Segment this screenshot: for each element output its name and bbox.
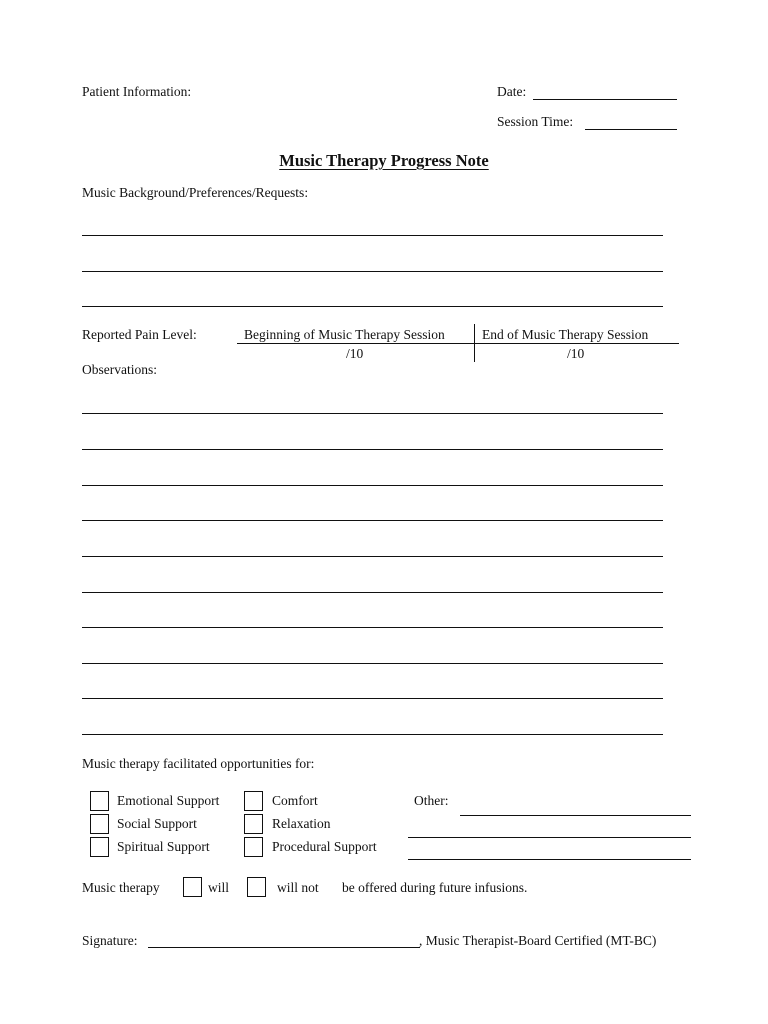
observation-line[interactable]	[82, 663, 663, 664]
signature-label: Signature:	[82, 933, 138, 948]
observation-line[interactable]	[82, 449, 663, 450]
page-title: Music Therapy Progress Note	[279, 151, 489, 170]
session-time-label: Session Time:	[497, 114, 574, 129]
social-support-checkbox[interactable]	[90, 814, 109, 834]
music-background-label: Music Background/Preferences/Requests:	[82, 185, 309, 200]
future-prefix: Music therapy	[82, 880, 160, 895]
procedural-support-checkbox[interactable]	[244, 837, 263, 857]
emotional-support-checkbox[interactable]	[90, 791, 109, 811]
music-background-line[interactable]	[82, 306, 663, 307]
other-label: Other:	[414, 793, 449, 808]
pain-beginning-scale[interactable]: /10	[346, 346, 364, 361]
emotional-support-label: Emotional Support	[117, 793, 220, 808]
pain-table-divider	[474, 324, 475, 362]
opportunities-label: Music therapy facilitated opportunities for:	[82, 756, 315, 771]
pain-level-label: Reported Pain Level:	[82, 327, 197, 342]
spiritual-support-label: Spiritual Support	[117, 839, 210, 854]
procedural-support-label: Procedural Support	[272, 839, 377, 854]
observation-line[interactable]	[82, 734, 663, 735]
will-checkbox[interactable]	[183, 877, 202, 897]
future-suffix: be offered during future infusions.	[342, 880, 528, 895]
will-not-label: will not	[277, 880, 319, 895]
relaxation-checkbox[interactable]	[244, 814, 263, 834]
will-label: will	[208, 880, 230, 895]
other-field-line[interactable]	[408, 859, 691, 860]
session-time-field[interactable]	[585, 129, 677, 130]
signature-field[interactable]	[148, 947, 420, 948]
observation-line[interactable]	[82, 520, 663, 521]
date-field[interactable]	[533, 99, 677, 100]
observation-line[interactable]	[82, 698, 663, 699]
observation-line[interactable]	[82, 413, 663, 414]
patient-information-label: Patient Information:	[82, 84, 192, 99]
music-background-line[interactable]	[82, 271, 663, 272]
pain-table-rule	[237, 343, 679, 344]
social-support-label: Social Support	[117, 816, 197, 831]
pain-beginning-header: Beginning of Music Therapy Session	[244, 327, 445, 342]
comfort-checkbox[interactable]	[244, 791, 263, 811]
music-background-line[interactable]	[82, 235, 663, 236]
relaxation-label: Relaxation	[272, 816, 331, 831]
signature-suffix: , Music Therapist-Board Certified (MT-BC)	[419, 933, 657, 948]
pain-end-header: End of Music Therapy Session	[482, 327, 649, 342]
observation-line[interactable]	[82, 485, 663, 486]
observation-line[interactable]	[82, 556, 663, 557]
other-field-line[interactable]	[460, 815, 691, 816]
observation-line[interactable]	[82, 592, 663, 593]
observations-label: Observations:	[82, 362, 157, 377]
will-not-checkbox[interactable]	[247, 877, 266, 897]
date-label: Date:	[497, 84, 527, 99]
observation-line[interactable]	[82, 627, 663, 628]
other-field-line[interactable]	[408, 837, 691, 838]
spiritual-support-checkbox[interactable]	[90, 837, 109, 857]
comfort-label: Comfort	[272, 793, 318, 808]
pain-end-scale[interactable]: /10	[567, 346, 585, 361]
